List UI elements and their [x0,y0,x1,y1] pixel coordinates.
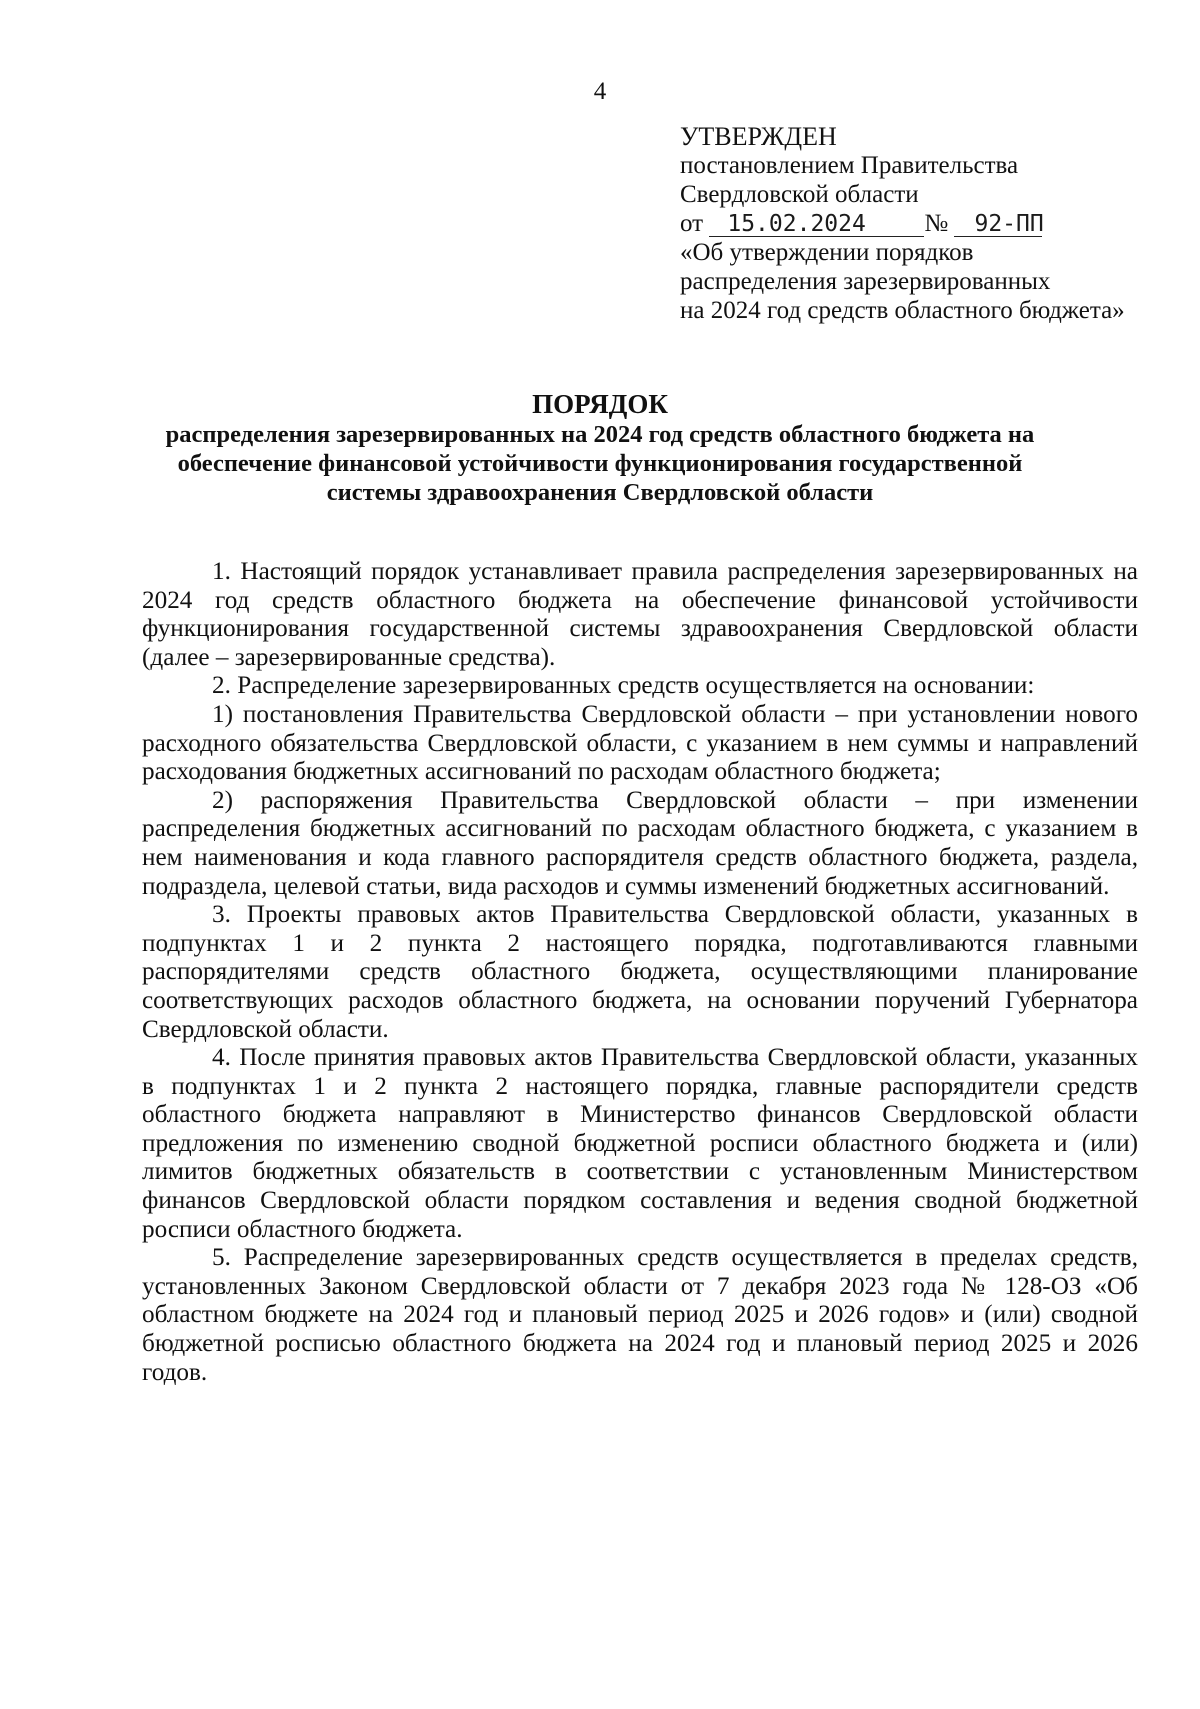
paragraph: 1. Настоящий порядок устанавливает правила распределения зарезервированных на 2024 год средств областного бюджета на обеспечение финансовой устойчивости функционирования государственной системы здравоохранения Свердловской области (далее – зарезервированные средства). [142,558,1138,671]
paragraph: 1) постановления Правительства Свердловской области – при установлении нового расходного обязательства Свердловской области, с указанием в нем суммы и направлений расходования бюджетных ассигнований по расходам областного бюджета; [142,700,1138,786]
document-subtitle: распределения зарезервированных на 2024 год средств областного бюджета на обеспечение финансовой устойчивости функционирования государственной системы здравоохранения Свердловской области [165,421,1035,506]
page-number: 4 [593,78,607,105]
paragraph: 4. После принятия правовых актов Правительства Свердловской области, указанных в подпунктах 1 и 2 пункта 2 настоящего порядка, главные распорядители средств областного бюджета направляют в Министерство финансов Свердловской области предложения по изменению сводной бюджетной росписи областного бюджета и (или) лимитов бюджетных обязательств в соответствии с установленным Министерством финансов Свердловской области порядком составления и ведения сводной бюджетной росписи областного бюджета. [142,1044,1138,1243]
approval-stamp [680,122,1180,325]
approval-line: постановлением Правительства [680,152,1019,179]
approval-heading: УТВЕРЖДЕН [680,122,837,151]
document-title: ПОРЯДОК [532,389,668,419]
approval-date-number-line [680,209,1180,238]
approval-reference: «Об утверждении порядков [680,239,974,266]
document-header [140,388,1060,507]
date-prefix: от [680,210,704,237]
paragraph: 2. Распределение зарезервированных средств осуществляется на основании: [212,672,1035,700]
paragraph: 3. Проекты правовых актов Правительства Свердловской области, указанных в подпунктах 1 и 2 пункта 2 настоящего порядка, подготавливаются главными распорядителями средств областного бюджета, осуществляющими планирование соответствующих расходов областного бюджета, на основании поручений Губернатора Свердловской области. [142,901,1138,1043]
handwritten-number: 92-ПП [954,212,1042,237]
paragraph: 2) распоряжения Правительства Свердловской области – при изменении распределения бюджетных ассигнований по расходам областного бюджета, с указанием в нем наименования и кода главного распорядителя средств областного бюджета, раздела, подраздела, целевой статьи, вида расходов и суммы изменений бюджетных ассигнований. [142,786,1138,900]
document-body [142,558,1138,1387]
paragraph: 5. Распределение зарезервированных средств осуществляется в пределах средств, установленных Законом Свердловской области от 7 декабря 2023 года № 128-ОЗ «Об областном бюджете на 2024 год и плановый период 2025 и 2026 годов» и (или) сводной бюджетной росписью областного бюджета на 2024 год и плановый период 2025 и 2026 годов. [142,1244,1138,1386]
handwritten-date: 15.02.2024 [709,212,924,237]
number-prefix: № [924,210,949,237]
approval-reference: распределения зарезервированных [680,268,1051,295]
approval-reference: на 2024 год средств областного бюджета» [680,297,1125,324]
approval-line: Свердловской области [680,181,919,208]
